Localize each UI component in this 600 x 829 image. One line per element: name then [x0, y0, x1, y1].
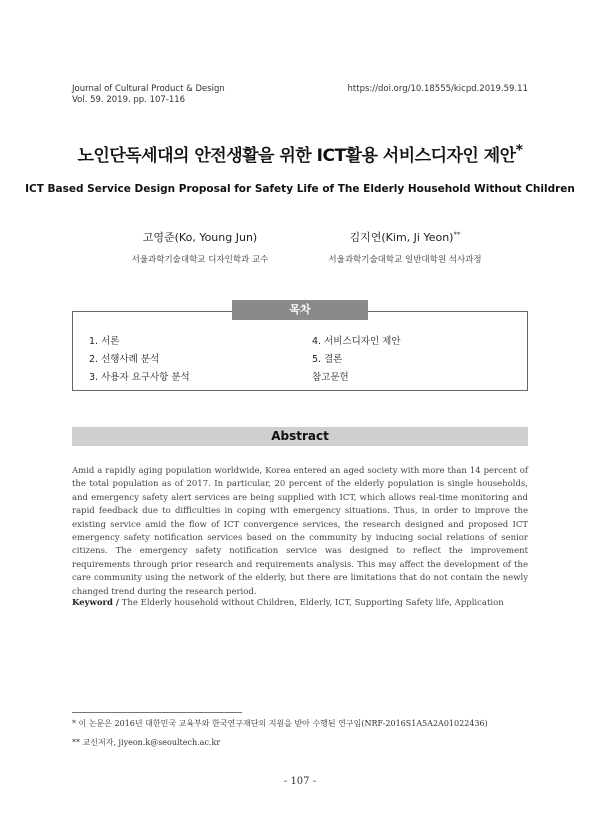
author-mark: **	[453, 230, 461, 239]
toc-heading: 목차	[232, 300, 368, 320]
footnote-funding: * 이 논문은 2016년 대한민국 교육부와 한국연구재단의 지원을 받아 수행된 연구임(NRF-2016S1A5A2A01022436)	[72, 719, 488, 728]
keyword-text: The Elderly household without Children, Elderly, ICT, Supporting Safety life, Application	[121, 598, 504, 608]
author-name-text: 고영준(Ko, Young Jun)	[142, 231, 258, 244]
author-2	[305, 229, 505, 265]
table-of-contents	[72, 311, 528, 391]
journal-volume: Vol. 59. 2019. pp. 107-116	[72, 95, 186, 105]
paper-title-text: 노인단독세대의 안전생활을 위한 ICT활용 서비스디자인 제안	[77, 146, 516, 166]
toc-item[interactable]: 2. 선행사례 분석	[89, 354, 160, 365]
page-number: - 107 -	[283, 776, 317, 787]
author-name-text: 김지연(Kim, Ji Yeon)	[349, 231, 454, 244]
title-footnote-mark: *	[515, 142, 523, 159]
toc-item[interactable]: 4. 서비스디자인 제안	[312, 336, 401, 347]
paper-subtitle: ICT Based Service Design Proposal for Safety Life of The Elderly Household Without Children	[25, 183, 575, 195]
toc-column-right	[312, 333, 401, 387]
keyword-label: Keyword /	[72, 598, 120, 608]
author-name	[110, 229, 290, 245]
toc-item[interactable]: 3. 사용자 요구사항 분석	[89, 372, 190, 383]
author-name	[305, 229, 505, 245]
doi-link[interactable]: https://doi.org/10.18555/kicpd.2019.59.11	[347, 84, 528, 94]
keyword-line	[72, 598, 528, 608]
author-1	[110, 229, 290, 265]
abstract-heading: Abstract	[72, 427, 528, 446]
toc-item[interactable]: 1. 서론	[89, 336, 120, 347]
toc-item[interactable]: 참고문헌	[312, 372, 349, 383]
author-affiliation: 서울과학기술대학교 디자인학과 교수	[131, 255, 269, 265]
footnote-divider	[72, 712, 242, 713]
author-affiliation: 서울과학기술대학교 일반대학원 석사과정	[328, 255, 482, 265]
paper-title	[0, 141, 600, 166]
toc-item[interactable]: 5. 결론	[312, 354, 343, 365]
journal-info	[72, 84, 225, 106]
journal-name: Journal of Cultural Product & Design	[72, 84, 225, 94]
abstract-body: Amid a rapidly aging population worldwide, Korea entered an aged society with more than 14 percent of the total population as of 2017. In particular, 20 percent of the elderly population is single households, and emergency safety alert services are being supplied with ICT, which allows real-time monitoring and rapid feedback due to difficulties in coping with emergency situations. Thus, in order to improve the existing service amid the flow of ICT convergence services, the research designed and proposed ICT emergency safety notification services based on the community by inducing social relations of senior citizens. The emergency safety notification service was designed to reflect the improvement requirements through prior research and requirements analysis. This may affect the development of the care community using the network of the elderly, but there are limitations that do not contain the newly changed trend during the research period.	[72, 466, 528, 597]
toc-column-left	[89, 333, 190, 387]
footnote-corresponding-author: ** 교신저자, jiyeon.k@seoultech.ac.kr	[72, 738, 221, 747]
